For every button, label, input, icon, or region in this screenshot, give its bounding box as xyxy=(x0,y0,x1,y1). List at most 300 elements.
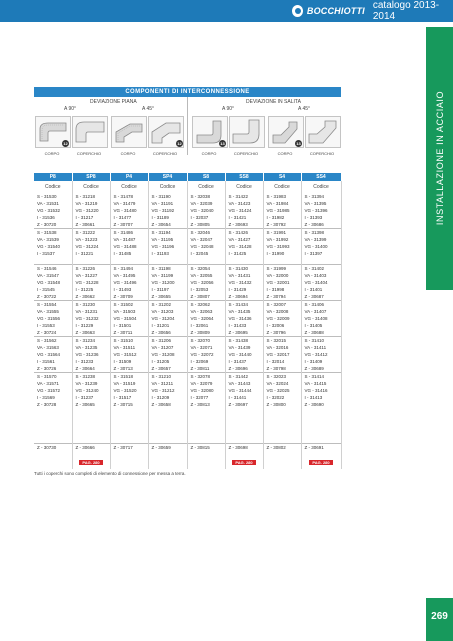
table-cell: I - 31221 xyxy=(72,250,110,257)
table-cell xyxy=(148,257,187,265)
table-cell: S - 31226 xyxy=(72,265,110,273)
page-reference-badge[interactable]: PAG. 280 xyxy=(79,460,102,465)
table-cell: S - 32007 xyxy=(263,301,301,309)
image-caption: COPERCHIO xyxy=(233,151,259,156)
table-cell: I - 31421 xyxy=(225,214,263,221)
table-cell: VA - 31992 xyxy=(263,236,301,243)
table-cell: I - 31998 xyxy=(263,286,301,293)
table-cell: VA - 32079 xyxy=(187,380,225,387)
table-cell: Z - 30656 xyxy=(148,329,187,337)
table-cell: S - 32023 xyxy=(263,373,301,381)
column-header: S8 xyxy=(187,173,225,181)
image-caption: CORPO xyxy=(201,151,217,156)
blank-cell xyxy=(301,415,341,422)
table-cell: Z - 30722 xyxy=(34,293,72,301)
table-cell: Z - 30689 xyxy=(301,365,341,373)
table-cell: VA - 31495 xyxy=(110,272,148,279)
table-row xyxy=(34,380,341,387)
table-cell: I - 31536 xyxy=(34,214,72,221)
angle-label: A 90° xyxy=(222,106,235,112)
table-cell: S - 31494 xyxy=(110,265,148,273)
blank-cell xyxy=(110,415,148,422)
table-cell xyxy=(225,257,263,265)
table-cell: VA - 31235 xyxy=(72,344,110,351)
table-cell: Z - 30807 xyxy=(187,293,225,301)
table-row xyxy=(34,272,341,279)
table-cell: Z - 30695 xyxy=(225,329,263,337)
table-cell: S - 31502 xyxy=(110,301,148,309)
table-cell: Z - 30694 xyxy=(225,293,263,301)
table-cell: Z - 30792 xyxy=(263,221,301,229)
table-cell: I - 31569 xyxy=(34,394,72,401)
blank-row xyxy=(34,422,341,429)
table-cell: VG - 31204 xyxy=(148,315,187,322)
blank-cell xyxy=(225,415,263,422)
table-cell: S - 31230 xyxy=(72,301,110,309)
table-cell: VG - 32009 xyxy=(263,315,301,322)
blank-cell xyxy=(110,408,148,415)
table-cell: VA - 32055 xyxy=(187,272,225,279)
table-body xyxy=(34,193,341,469)
table-cell: VG - 31572 xyxy=(34,387,72,394)
table-row xyxy=(34,243,341,250)
blank-cell xyxy=(148,415,187,422)
angle-label: A 90° xyxy=(64,106,77,112)
page-reference-cell xyxy=(34,451,72,469)
page-reference-cell xyxy=(110,451,148,469)
table-cell: VA - 31511 xyxy=(110,344,148,351)
table-row xyxy=(34,293,341,301)
table-cell: I - 31197 xyxy=(148,286,187,293)
table-cell: Z - 30709 xyxy=(110,293,148,301)
blank-cell xyxy=(110,429,148,436)
table-cell: Z - 30796 xyxy=(263,329,301,337)
table-cell: VG - 31200 xyxy=(148,279,187,286)
table-cell: I - 31189 xyxy=(148,214,187,221)
table-cell: S - 31210 xyxy=(148,373,187,381)
table-cell: Z - 30663 xyxy=(72,329,110,337)
table-cell: I - 31409 xyxy=(301,358,341,365)
table-cell: VG - 31432 xyxy=(225,279,263,286)
table-cell: Z - 30686 xyxy=(301,221,341,229)
table-cell: Z - 30697 xyxy=(225,401,263,408)
table-cell: S - 31398 xyxy=(301,229,341,237)
table-cell: S - 31198 xyxy=(148,265,187,273)
table-cell: VG - 31240 xyxy=(72,387,110,394)
column-header: SS4 xyxy=(301,173,341,181)
brand xyxy=(292,0,453,22)
table-cell: I - 31397 xyxy=(301,250,341,257)
table-cell: VA - 31443 xyxy=(225,380,263,387)
table-cell: Z - 30815 xyxy=(187,444,225,452)
reference-badge: 12 xyxy=(177,141,182,146)
table-row xyxy=(34,394,341,401)
table-row xyxy=(34,286,341,293)
table-cell: Z - 30688 xyxy=(301,329,341,337)
table-cell: S - 31538 xyxy=(34,229,72,237)
blank-cell xyxy=(301,422,341,429)
table-cell: VG - 31444 xyxy=(225,387,263,394)
blank-cell xyxy=(148,429,187,436)
table-cell: I - 32006 xyxy=(263,322,301,329)
table-cell: S - 31414 xyxy=(301,373,341,381)
blank-cell xyxy=(34,415,72,422)
table-row xyxy=(34,221,341,229)
table-cell: VG - 31428 xyxy=(225,243,263,250)
page-reference-row xyxy=(34,451,341,469)
group-label-flat: DEVIAZIONE PIANA xyxy=(90,99,137,105)
table-cell: Z - 30809 xyxy=(187,329,225,337)
table-cell: I - 31429 xyxy=(225,286,263,293)
table-cell: I - 31517 xyxy=(110,394,148,401)
blank-row xyxy=(34,408,341,415)
table-cell: S - 31442 xyxy=(225,373,263,381)
table-cell: I - 31217 xyxy=(72,214,110,221)
table-cell: VA - 31219 xyxy=(72,200,110,207)
table-cell: VA - 31395 xyxy=(301,200,341,207)
image-caption: COPERCHIO xyxy=(152,151,178,156)
page-reference-cell xyxy=(72,451,110,469)
table-cell: S - 32078 xyxy=(187,373,225,381)
blank-cell xyxy=(225,436,263,444)
table-cell: S - 31486 xyxy=(110,229,148,237)
blank-cell xyxy=(263,415,301,422)
table-row xyxy=(34,322,341,329)
blank-cell xyxy=(263,429,301,436)
blank-cell xyxy=(110,436,148,444)
table-cell: VA - 31207 xyxy=(148,344,187,351)
table-cell: S - 31426 xyxy=(225,229,263,237)
column-header: SP8 xyxy=(72,173,110,181)
table-cell: VA - 31519 xyxy=(110,380,148,387)
table-cell: I - 31413 xyxy=(301,394,341,401)
blank-cell xyxy=(34,408,72,415)
column-header: P4 xyxy=(110,173,148,181)
table-cell: VG - 31408 xyxy=(301,315,341,322)
column-subheader: Codice xyxy=(263,181,301,193)
table-cell: VG - 31404 xyxy=(301,279,341,286)
table-cell: S - 32062 xyxy=(187,301,225,309)
table-cell: VA - 31547 xyxy=(34,272,72,279)
table-cell: S - 31238 xyxy=(72,373,110,381)
table-cell: VG - 31512 xyxy=(110,351,148,358)
table-cell: S - 31218 xyxy=(72,193,110,200)
table-cell: S - 32038 xyxy=(187,193,225,200)
table-cell: VG - 32048 xyxy=(187,243,225,250)
column-subheader: Codice xyxy=(225,181,263,193)
table-cell xyxy=(263,257,301,265)
table-cell: Z - 30690 xyxy=(301,401,341,408)
column-subheader: Codice xyxy=(148,181,187,193)
page-reference-cell xyxy=(148,451,187,469)
table-cell: VG - 32025 xyxy=(263,387,301,394)
table-cell: S - 31510 xyxy=(110,337,148,345)
product-image-flat-45-body xyxy=(111,116,147,148)
table-cell: S - 32015 xyxy=(263,337,301,345)
table-cell: I - 31501 xyxy=(110,322,148,329)
blank-row xyxy=(34,415,341,422)
blank-cell xyxy=(72,408,110,415)
table-cell: I - 31990 xyxy=(263,250,301,257)
table-cell: Z - 30658 xyxy=(148,401,187,408)
table-cell: Z - 30698 xyxy=(225,444,263,452)
table-cell: VG - 31556 xyxy=(34,315,72,322)
table-cell: S - 31202 xyxy=(148,301,187,309)
table-cell: VA - 31239 xyxy=(72,380,110,387)
table-cell: S - 31394 xyxy=(301,193,341,200)
table-row xyxy=(34,358,341,365)
table-cell: I - 31229 xyxy=(72,322,110,329)
tray-cover-icon xyxy=(73,117,107,147)
table-cell: I - 32077 xyxy=(187,394,225,401)
table-row xyxy=(34,373,341,381)
top-header-bar xyxy=(0,0,453,22)
blank-cell xyxy=(110,422,148,429)
blank-cell xyxy=(148,408,187,415)
column-header: SS8 xyxy=(225,173,263,181)
blank-cell xyxy=(34,436,72,444)
table-row xyxy=(34,207,341,214)
blank-cell xyxy=(187,408,225,415)
table-cell: S - 32046 xyxy=(187,229,225,237)
table-cell: I - 31545 xyxy=(34,286,72,293)
table-cell: I - 31561 xyxy=(34,358,72,365)
components-title: COMPONENTI DI INTERCONNESSIONE xyxy=(34,87,341,97)
column-subheader: Codice xyxy=(187,181,225,193)
table-cell: S - 31430 xyxy=(225,265,263,273)
blank-cell xyxy=(263,422,301,429)
table-cell: VA - 31407 xyxy=(301,308,341,315)
table-cell: VG - 31985 xyxy=(263,207,301,214)
table-cell: VG - 31436 xyxy=(225,315,263,322)
table-cell: VA - 31399 xyxy=(301,236,341,243)
page-reference-cell xyxy=(263,451,301,469)
table-cell: S - 31190 xyxy=(148,193,187,200)
table-cell: Z - 30659 xyxy=(148,444,187,452)
column-subheader: Codice xyxy=(72,181,110,193)
table-cell: VA - 31199 xyxy=(148,272,187,279)
page-reference-badge[interactable]: PAG. 280 xyxy=(309,460,332,465)
column-header: S4 xyxy=(263,173,301,181)
reference-badge: 13 xyxy=(296,141,301,146)
table-cell: VG - 31224 xyxy=(72,243,110,250)
table-row xyxy=(34,365,341,373)
table-cell: VA - 31984 xyxy=(263,200,301,207)
table-cell: Z - 30654 xyxy=(148,221,187,229)
blank-cell xyxy=(187,429,225,436)
table-cell: Z - 30717 xyxy=(110,444,148,452)
blank-cell xyxy=(263,436,301,444)
table-cell: VG - 31993 xyxy=(263,243,301,250)
table-cell: VA - 31571 xyxy=(34,380,72,387)
page-reference-badge[interactable]: PAG. 280 xyxy=(232,460,255,465)
table-cell: VG - 31236 xyxy=(72,351,110,358)
table-cell: VA - 31211 xyxy=(148,380,187,387)
table-row xyxy=(34,214,341,221)
table-row xyxy=(34,387,341,394)
table-cell: Z - 30726 xyxy=(34,365,72,373)
table-cell: VA - 31439 xyxy=(225,344,263,351)
table-cell: VG - 31228 xyxy=(72,279,110,286)
page-reference-cell xyxy=(301,451,341,469)
table-row xyxy=(34,193,341,200)
column-header: SP4 xyxy=(148,173,187,181)
table-cell: VG - 31480 xyxy=(110,207,148,214)
table-cell: Z - 30794 xyxy=(263,293,301,301)
table-cell: I - 31493 xyxy=(110,286,148,293)
brand-name: BOCCHIOTTI xyxy=(306,6,365,16)
blank-cell xyxy=(72,436,110,444)
table-cell: VG - 32001 xyxy=(263,279,301,286)
table-cell: I - 31401 xyxy=(301,286,341,293)
group-divider xyxy=(187,97,188,155)
table-cell: I - 31441 xyxy=(225,394,263,401)
table-cell: Z - 30811 xyxy=(187,365,225,373)
table-cell: I - 31537 xyxy=(34,250,72,257)
table-cell: Z - 30800 xyxy=(263,401,301,408)
column-subheader: Codice xyxy=(301,181,341,193)
table-cell: I - 31201 xyxy=(148,322,187,329)
table-cell: S - 31562 xyxy=(34,337,72,345)
table-row xyxy=(34,344,341,351)
subheader-row xyxy=(34,181,341,193)
table-cell: VA - 31415 xyxy=(301,380,341,387)
table-cell: Z - 30713 xyxy=(110,365,148,373)
blank-cell xyxy=(34,422,72,429)
table-cell: S - 31206 xyxy=(148,337,187,345)
blank-cell xyxy=(148,436,187,444)
table-cell: S - 31194 xyxy=(148,229,187,237)
table-cell: Z - 30707 xyxy=(110,221,148,229)
table-cell: VG - 31520 xyxy=(110,387,148,394)
product-code-table xyxy=(34,173,342,469)
table-cell: Z - 30657 xyxy=(148,365,187,373)
table-row xyxy=(34,265,341,273)
table-cell: I - 32045 xyxy=(187,250,225,257)
table-cell: VG - 31208 xyxy=(148,351,187,358)
page-reference-cell xyxy=(187,451,225,469)
table-row xyxy=(34,329,341,337)
table-cell: I - 31225 xyxy=(72,286,110,293)
blank-cell xyxy=(148,422,187,429)
table-cell: S - 31991 xyxy=(263,229,301,237)
table-row xyxy=(34,279,341,286)
table-cell: VG - 32080 xyxy=(187,387,225,394)
table-cell: I - 31477 xyxy=(110,214,148,221)
table-cell: VG - 31440 xyxy=(225,351,263,358)
table-cell: VA - 32016 xyxy=(263,344,301,351)
table-cell: VA - 32047 xyxy=(187,236,225,243)
table-cell: VA - 31427 xyxy=(225,236,263,243)
table-cell xyxy=(301,257,341,265)
blank-cell xyxy=(72,415,110,422)
product-image-rising-45-cover xyxy=(305,116,341,148)
table-cell: I - 31393 xyxy=(301,214,341,221)
blank-row xyxy=(34,429,341,436)
table-cell: VG - 31232 xyxy=(72,315,110,322)
table-cell: S - 32070 xyxy=(187,337,225,345)
table-cell: VG - 31212 xyxy=(148,387,187,394)
table-cell: VG - 31532 xyxy=(34,207,72,214)
table-row xyxy=(34,401,341,408)
tray-cover-icon xyxy=(230,117,264,147)
table-cell: S - 31478 xyxy=(110,193,148,200)
table-cell: I - 31437 xyxy=(225,358,263,365)
blank-cell xyxy=(263,408,301,415)
table-cell: VG - 31220 xyxy=(72,207,110,214)
table-cell: VA - 31223 xyxy=(72,236,110,243)
table-cell: S - 31438 xyxy=(225,337,263,345)
table-cell: VG - 31196 xyxy=(148,243,187,250)
table-cell: S - 31530 xyxy=(34,193,72,200)
table-cell: VA - 31479 xyxy=(110,200,148,207)
image-caption: CORPO xyxy=(277,151,293,156)
blank-cell xyxy=(34,429,72,436)
table-cell: Z - 30665 xyxy=(72,401,110,408)
table-cell: VA - 31555 xyxy=(34,308,72,315)
table-cell: VG - 31540 xyxy=(34,243,72,250)
table-cell: I - 32053 xyxy=(187,286,225,293)
table-cell: S - 31554 xyxy=(34,301,72,309)
final-code-row xyxy=(34,444,341,452)
table-cell: I - 31553 xyxy=(34,322,72,329)
table-row xyxy=(34,337,341,345)
table-cell: Z - 30696 xyxy=(225,365,263,373)
table-cell xyxy=(72,257,110,265)
table-cell: VA - 32008 xyxy=(263,308,301,315)
table-cell: VA - 31563 xyxy=(34,344,72,351)
table-cell: S - 31570 xyxy=(34,373,72,381)
table-cell: VA - 32039 xyxy=(187,200,225,207)
table-cell: VA - 31191 xyxy=(148,200,187,207)
table-cell: VA - 32071 xyxy=(187,344,225,351)
table-cell: VA - 31435 xyxy=(225,308,263,315)
table-cell: Z - 30805 xyxy=(187,221,225,229)
table-cell: VG - 32056 xyxy=(187,279,225,286)
table-cell: I - 32022 xyxy=(263,394,301,401)
angle-label: A 45° xyxy=(142,106,155,112)
table-cell: I - 31237 xyxy=(72,394,110,401)
group-label-rising: DEVIAZIONE IN SALITA xyxy=(246,99,301,105)
table-cell: I - 31433 xyxy=(225,322,263,329)
table-cell: VG - 31416 xyxy=(301,387,341,394)
bocchiotti-logo-icon xyxy=(292,5,303,17)
blank-cell xyxy=(72,429,110,436)
table-cell: S - 31546 xyxy=(34,265,72,273)
table-cell: VG - 31412 xyxy=(301,351,341,358)
table-cell: VG - 32040 xyxy=(187,207,225,214)
blank-cell xyxy=(72,422,110,429)
catalog-title: catalogo 2013-2014 xyxy=(372,0,440,22)
table-cell: S - 31410 xyxy=(301,337,341,345)
blank-cell xyxy=(225,429,263,436)
table-row xyxy=(34,200,341,207)
table-cell: Z - 30661 xyxy=(72,221,110,229)
table-cell: Z - 30691 xyxy=(301,444,341,452)
table-row xyxy=(34,301,341,309)
column-header: P8 xyxy=(34,173,72,181)
table-cell: VA - 32063 xyxy=(187,308,225,315)
table-cell: VA - 31539 xyxy=(34,236,72,243)
table-cell: I - 31425 xyxy=(225,250,263,257)
table-cell xyxy=(110,257,148,265)
table-cell: I - 32014 xyxy=(263,358,301,365)
table-cell: VA - 31231 xyxy=(72,308,110,315)
table-cell: VG - 31396 xyxy=(301,207,341,214)
table-cell: I - 31509 xyxy=(110,358,148,365)
table-cell: Z - 30802 xyxy=(263,444,301,452)
table-cell xyxy=(34,257,72,265)
